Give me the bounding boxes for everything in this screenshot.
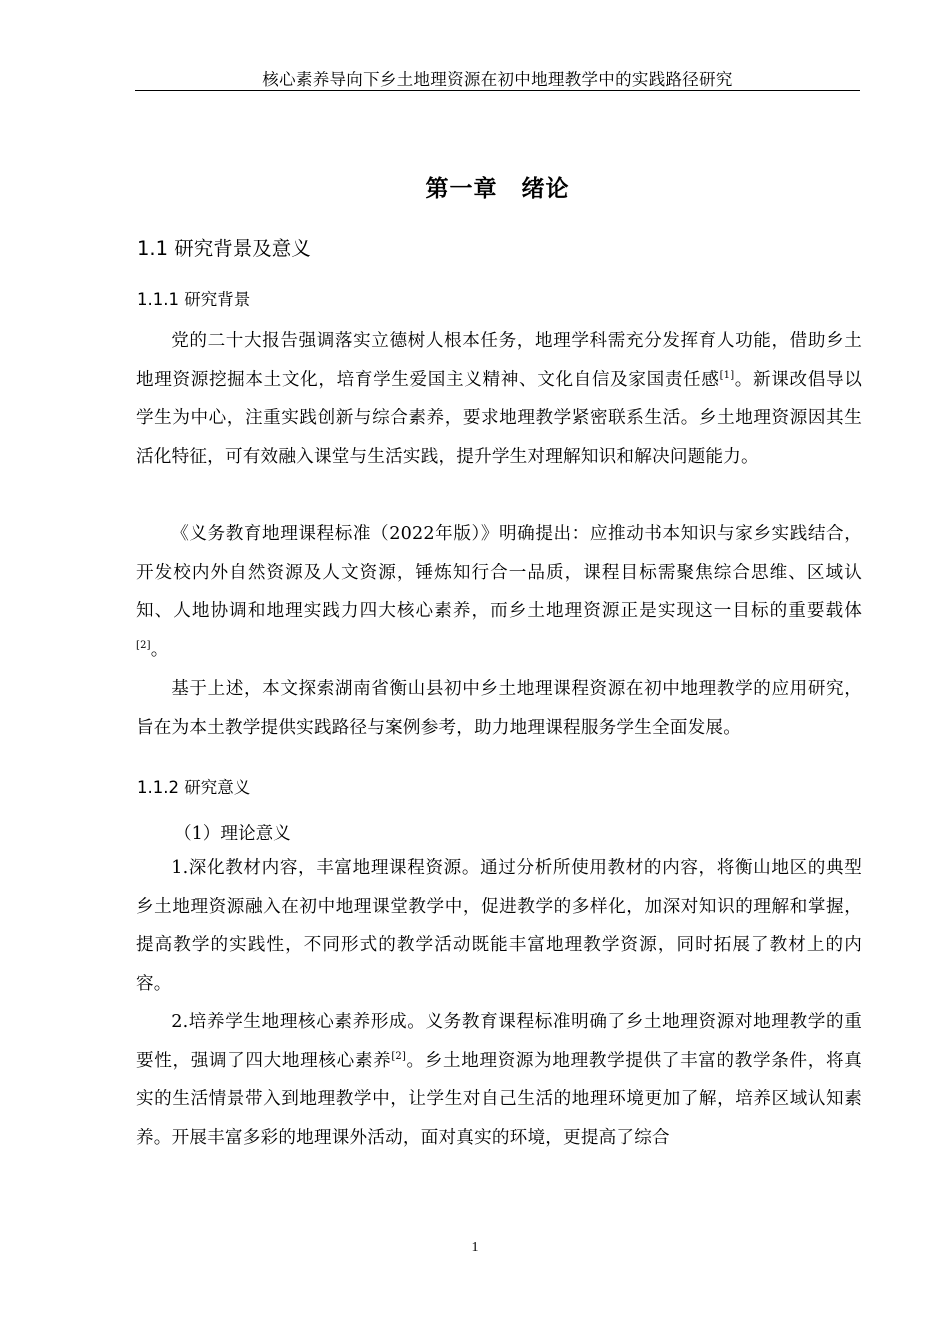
paragraph-text: 《义务教育地理课程标准（2022年版）》明确提出：应推动书本知识与家乡实践结合，开发校内外自然资源及人文资源，锤炼知行合一品质，课程目标需聚焦综合思维、区域认知、人地协调和地理实践力四大核心素养，而乡土地理资源正是实现这一目标的重要载体 [136, 524, 862, 621]
subheading-theory: （1）理论意义 [174, 824, 291, 844]
paragraph-text: 党的二十大报告强调落实立德树人根本任务，地理学科需充分发挥育人功能，借助乡土地理资源挖掘本土文化，培育学生爱国主义精神、文化自信及家国责任感 [136, 331, 862, 390]
page-number: 1 [471, 1240, 479, 1255]
paragraph-background-2 [136, 515, 862, 669]
paragraph-text: 。乡土地理资源为地理教学提供了丰富的教学条件，将真实的生活情景带入到地理教学中，让学生对自己生活的地理环境更加了解，培养区域认知素养。开展丰富多彩的地理课外活动，面对真实的环境，更提高了综合 [136, 1050, 862, 1148]
paragraph-text: 基于上述，本文探索湖南省衡山县初中乡土地理课程资源在初中地理教学的应用研究，旨在为本土教学提供实践路径与案例参考，助力地理课程服务学生全面发展。 [136, 679, 862, 738]
paragraph-significance-1 [136, 849, 862, 1003]
citation-ref[interactable]: [2] [391, 1050, 407, 1062]
section-heading-1-1-2: 1.1.2 研究意义 [137, 778, 251, 797]
paragraph-text: 2.培养学生地理核心素养形成。义务教育课程标准明确了乡土地理资源对地理教学的重要性，强调了四大地理核心素养 [136, 1012, 862, 1071]
paragraph-text: 1.深化教材内容，丰富地理课程资源。通过分析所使用教材的内容，将衡山地区的典型乡土地理资源融入在初中地理课堂教学中，促进教学的多样化，加深对知识的理解和掌握，提高教学的实践性，不同形式的教学活动既能丰富地理教学资源，同时拓展了教材上的内容。 [136, 858, 862, 994]
section-heading-1-1-1: 1.1.1 研究背景 [137, 290, 251, 309]
citation-ref[interactable]: [1] [719, 369, 735, 381]
paragraph-significance-2 [136, 1003, 862, 1157]
citation-ref[interactable]: [2] [136, 639, 151, 651]
paragraph-text: 。 [150, 639, 169, 660]
running-header: 核心素养导向下乡土地理资源在初中地理教学中的实践路径研究 [262, 70, 733, 89]
paragraph-background-1 [136, 322, 862, 476]
section-heading-1-1: 1.1 研究背景及意义 [137, 237, 311, 260]
chapter-title: 第一章 绪论 [425, 176, 570, 202]
header-rule [135, 90, 860, 91]
paragraph-text: 。新课改倡导以学生为中心，注重实践创新与综合素养，要求地理教学紧密联系生活。乡土地理资源因其生活化特征，可有效融入课堂与生活实践，提升学生对理解知识和解决问题能力。 [136, 369, 862, 467]
paragraph-background-3 [136, 670, 862, 747]
